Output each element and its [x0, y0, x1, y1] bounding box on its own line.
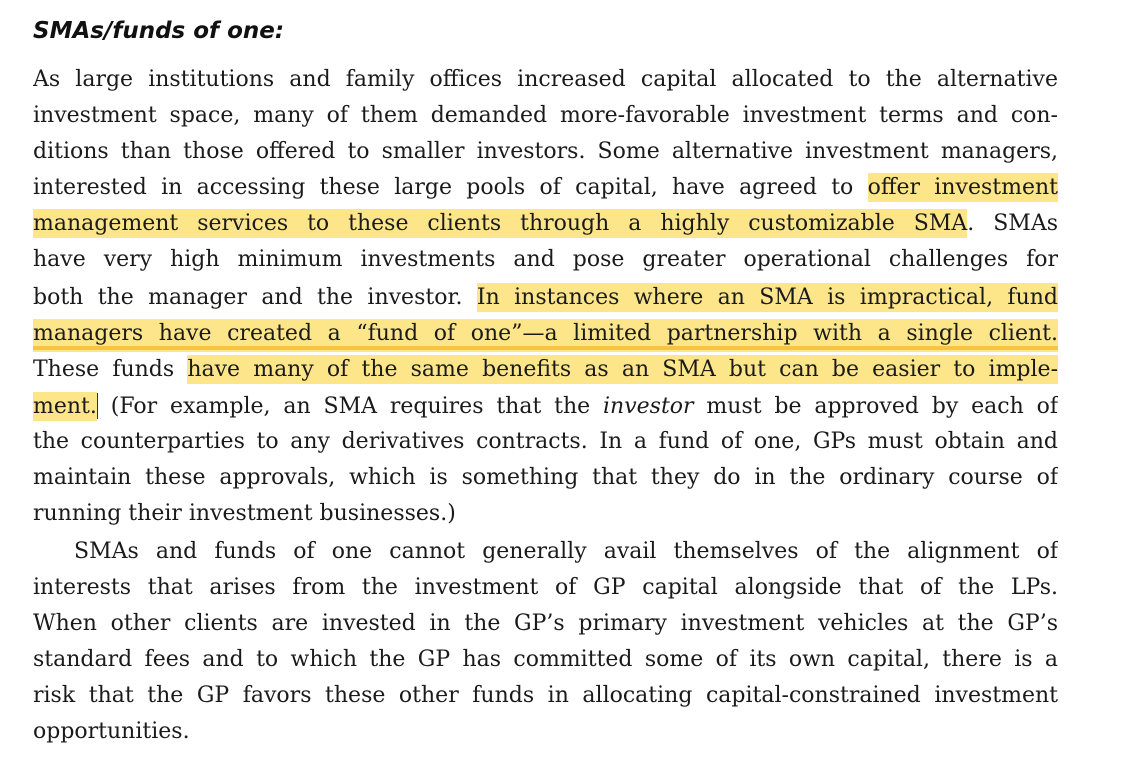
text-line: investment space, many of them demanded more-favorable investment terms and con-: [33, 103, 1058, 128]
text-span: (For example, an SMA requires that the: [97, 394, 604, 419]
text-line: [33, 352, 1058, 388]
text-line: SMAs and funds of one cannot generally avail themselves of the alignment of: [74, 539, 1058, 564]
text-line: have very high minimum investments and pose greater operational challenges for: [33, 247, 1058, 272]
text-line: the counterparties to any derivatives contracts. In a fund of one, GPs must obtain and: [33, 429, 1058, 454]
text-line: interests that arises from the investment of GP capital alongside that of the LPs.: [33, 575, 1058, 600]
text-line: running their investment businesses.): [33, 501, 456, 526]
text-line: maintain these approvals, which is something that they do in the ordinary course of: [33, 465, 1058, 490]
highlight[interactable]: management services to these clients through a highly customizable SMA: [33, 211, 968, 236]
text-line: [33, 280, 1058, 316]
text-line: risk that the GP favors these other funds in allocating capital-constrained investment: [33, 683, 1058, 708]
highlight[interactable]: have many of the same benefits as an SMA but can be easier to imple-: [187, 357, 1058, 382]
text-span: . SMAs: [967, 211, 1058, 236]
text-line: ditions than those offered to smaller investors. Some alternative investment managers,: [33, 139, 1058, 164]
text-span: both the manager and the investor.: [33, 285, 477, 310]
text-line: When other clients are invested in the GP’s primary investment vehicles at the GP’s: [33, 611, 1058, 636]
text-span: These funds: [33, 357, 188, 382]
text-line: [33, 389, 1058, 425]
section-heading: SMAs/funds of one:: [33, 18, 285, 44]
highlight[interactable]: offer investment: [867, 175, 1058, 200]
highlight[interactable]: ment.: [33, 394, 97, 419]
text-line: [33, 206, 1058, 242]
highlight[interactable]: In instances where an SMA is impractical, fund: [476, 285, 1058, 310]
text-span: must be approved by each of: [693, 394, 1058, 419]
highlight[interactable]: managers have created a “fund of one”—a limited partnership with a single client.: [33, 321, 1058, 350]
text-span: interested in accessing these large pools of capital, have agreed to: [33, 175, 868, 200]
text-line: As large institutions and family offices increased capital allocated to the alternative: [33, 67, 1058, 92]
text-line: opportunities.: [33, 719, 190, 744]
text-line: standard fees and to which the GP has committed some of its own capital, there is a: [33, 647, 1058, 672]
text-line: [33, 170, 1058, 206]
italic-word: investor: [603, 394, 694, 419]
text-line: [33, 316, 1058, 352]
